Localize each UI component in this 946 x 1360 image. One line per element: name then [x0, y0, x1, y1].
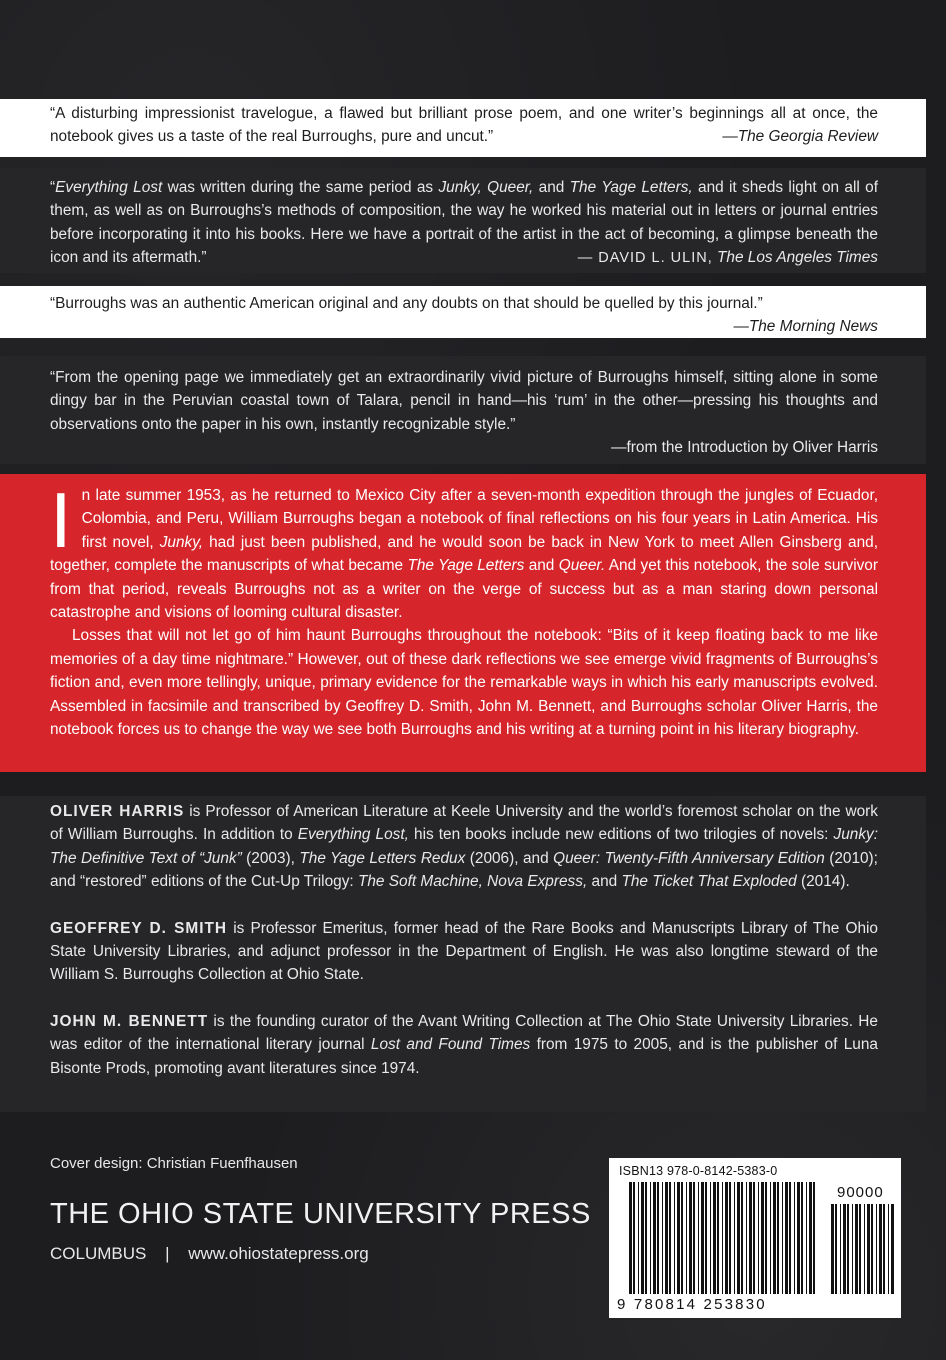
- barcode-bar: [741, 1182, 743, 1294]
- barcode-bar: [809, 1182, 812, 1294]
- barcode-bar: [843, 1204, 846, 1294]
- title-yage-letters: The Yage Letters,: [569, 179, 693, 196]
- title-junky-queer: Junky, Queer,: [438, 179, 534, 196]
- barcode-bar: [782, 1182, 783, 1294]
- barcode-bars: [609, 1158, 901, 1318]
- barcode-bar: [891, 1204, 894, 1294]
- barcode-bar: [753, 1182, 755, 1294]
- publisher-name: THE OHIO STATE UNIVERSITY PRESS: [50, 1198, 591, 1230]
- review-text-b: and: [533, 179, 570, 196]
- barcode-bar: [835, 1204, 837, 1294]
- barcode-bar: [765, 1182, 767, 1294]
- review-source: — DAVID L. ULIN, The Los Angeles Times: [577, 249, 878, 267]
- price-code: 90000: [837, 1184, 884, 1201]
- barcode-bar: [797, 1182, 800, 1294]
- barcode-bar: [669, 1182, 671, 1294]
- barcode-bar: [879, 1204, 882, 1294]
- barcode-bar: [653, 1182, 656, 1294]
- barcode-bar: [662, 1182, 663, 1294]
- cover-design-credit: Cover design: Christian Fuenfhausen: [50, 1155, 298, 1172]
- barcode-bar: [657, 1182, 659, 1294]
- barcode-bar: [641, 1182, 644, 1294]
- barcode-bar: [734, 1182, 735, 1294]
- barcode-main-bars: [629, 1182, 815, 1294]
- barcode-bar: [677, 1182, 680, 1294]
- barcode-bar: [629, 1182, 632, 1294]
- barcode-bar: [859, 1204, 861, 1294]
- barcode-bar: [729, 1182, 731, 1294]
- review-georgia: [0, 99, 926, 157]
- barcode-bar: [713, 1182, 716, 1294]
- barcode-bar: [770, 1182, 771, 1294]
- author-bios: [0, 796, 926, 1112]
- dropcap: I: [50, 476, 72, 564]
- book-description: [0, 474, 926, 772]
- barcode-bar: [705, 1182, 707, 1294]
- bio-oliver-harris: OLIVER HARRIS is Professor of American Literature at Keele University and the world’s foremost scholar on the work of William Burroughs. In addition to Everything Lost, his ten books include new editions of two trilogies of novels: Junky: The Definitive Text of “Junk” (2003), The Yage Letters Redux (2006), and Queer: Twenty-Fifth Anniversary Edition (2010); and “restored” editions of the Cut-Up Trilogy: The Soft Machine, Nova Express, and The Ticket That Exploded (2014).: [50, 803, 878, 891]
- barcode-bar: [693, 1182, 695, 1294]
- barcode-bar: [725, 1182, 728, 1294]
- barcode-bar: [794, 1182, 795, 1294]
- barcode-bar: [698, 1182, 699, 1294]
- description-paragraph-1: In late summer 1953, as he returned to Mexico City after a seven-month expedition through the jungles of Ecuador, Colombia, and Peru, William Burroughs began a notebook of final reflections on his four years in Latin America. His first novel, Junky, had just been published, and he would soon be back in New York to meet Allen Ginsberg and, together, complete the manuscripts of what became The Yage Letters and Queer. And yet this notebook, the sole survivor from that period, reveals Burroughs not as a writer on the verge of success but as a man staring down personal catastrophe and visions of looming cultural disaster.: [50, 476, 878, 622]
- barcode-bar: [876, 1204, 877, 1294]
- review-morning-news: [0, 286, 926, 338]
- publisher-city: COLUMBUS: [50, 1244, 147, 1263]
- barcode-bar: [785, 1182, 788, 1294]
- barcode-bar: [852, 1204, 853, 1294]
- publisher-website: www.ohiostatepress.org: [188, 1244, 369, 1263]
- review-text-c: and it sheds light on all of them, as well as on Burroughs’s methods of composition, the way he worked his material out in letters or journal entries before incorporating it into his books. Here we have a portrait of the artist in the act of becoming, a glimpse beneath the icon and its aftermath.”: [50, 179, 878, 267]
- barcode-bar: [674, 1182, 675, 1294]
- barcode-bar: [645, 1182, 647, 1294]
- barcode-bar: [761, 1182, 764, 1294]
- barcode-bar: [773, 1182, 776, 1294]
- barcode-bar: [638, 1182, 639, 1294]
- barcode-bar: [746, 1182, 747, 1294]
- barcode-bar: [681, 1182, 683, 1294]
- barcode-bar: [813, 1182, 815, 1294]
- isbn-barcode: [609, 1158, 901, 1318]
- barcode-addon-bars: [831, 1204, 894, 1294]
- barcode-bar: [749, 1182, 752, 1294]
- barcode-bar: [686, 1182, 687, 1294]
- barcode-bar: [789, 1182, 791, 1294]
- review-text-a: was written during the same period as: [162, 179, 439, 196]
- barcode-bar: [701, 1182, 704, 1294]
- barcode-bar: [650, 1182, 651, 1294]
- barcode-bar: [717, 1182, 719, 1294]
- barcode-bar: [867, 1204, 870, 1294]
- title-everything-lost: Everything Lost: [55, 179, 163, 196]
- barcode-bar: [710, 1182, 711, 1294]
- review-text: “A disturbing impressionist travelogue, a flawed but brilliant prose poem, and one writer’s beginnings all at once, the notebook gives us a taste of the real Burroughs, pure and uncut.”: [50, 105, 878, 146]
- barcode-bar: [883, 1204, 885, 1294]
- separator: |: [165, 1244, 170, 1263]
- review-introduction: [0, 356, 926, 464]
- barcode-bar: [831, 1204, 834, 1294]
- barcode-bar: [888, 1204, 889, 1294]
- barcode-bar: [864, 1204, 865, 1294]
- barcode-bar: [847, 1204, 849, 1294]
- review-source: —The Georgia Review: [722, 128, 878, 146]
- barcode-bar: [665, 1182, 668, 1294]
- publisher-location-line: [50, 1244, 369, 1264]
- review-open-quote: “: [50, 179, 56, 196]
- barcode-bar: [777, 1182, 779, 1294]
- barcode-bar: [855, 1204, 858, 1294]
- barcode-bar: [840, 1204, 841, 1294]
- bio-geoffrey-smith: GEOFFREY D. SMITH is Professor Emeritus, former head of the Rare Books and Manuscripts Library of The Ohio State University Libraries, and adjunct professor in the Department of English. He was also longtime steward of the William S. Burroughs Collection at Ohio State.: [50, 919, 878, 984]
- barcode-bar: [758, 1182, 759, 1294]
- bio-john-bennett: JOHN M. BENNETT is the founding curator of the Avant Writing Collection at The Ohio State University Libraries. He was editor of the international literary journal Lost and Found Times from 1975 to 2005, and is the publisher of Luna Bisonte Prods, promoting avant literatures since 1974.: [50, 1012, 878, 1077]
- barcode-bar: [722, 1182, 723, 1294]
- barcode-bar: [871, 1204, 873, 1294]
- description-paragraph-2: Losses that will not let go of him haunt Burroughs throughout the notebook: “Bits of it keep floating back to me like memories of a day time nightmare.” However, out of these dark reflections we see emerge vivid fragments of Burroughs’s fiction and, even more tellingly, unique, primary evidence for the remarkable ways in which his early manuscripts evolved. Assembled in facsimile and transcribed by Geoffrey D. Smith, John M. Bennett, and Burroughs scholar Oliver Harris, the notebook forces us to change the way we see both Burroughs and his writing at a turning point in his literary biography.: [50, 627, 878, 739]
- review-text: “Burroughs was an authentic American original and any doubts on that should be quelled by this journal.”: [50, 295, 763, 312]
- barcode-bar: [737, 1182, 740, 1294]
- review-latimes: [0, 168, 926, 273]
- barcode-bar: [801, 1182, 803, 1294]
- review-source: —from the Introduction by Oliver Harris: [611, 439, 878, 457]
- barcode-bar: [689, 1182, 692, 1294]
- barcode-bar: [633, 1182, 635, 1294]
- barcode-digits: 9 780814 253830: [617, 1296, 767, 1313]
- barcode-bar: [806, 1182, 807, 1294]
- review-text: “From the opening page we immediately get an extraordinarily vivid picture of Burroughs himself, sitting alone in some dingy bar in the Peruvian coastal town of Talara, pencil in hand—his ‘rum’ in the other—pressing his thoughts and observations onto the paper in his own, instantly recognizable style.”: [50, 369, 878, 433]
- review-source: —The Morning News: [733, 318, 878, 335]
- isbn-label: ISBN13 978-0-8142-5383-0: [619, 1164, 778, 1178]
